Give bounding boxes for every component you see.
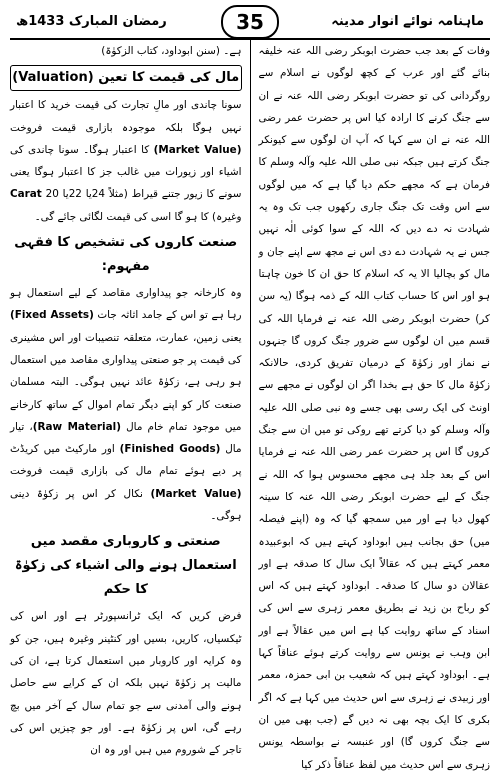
left-column: [10, 40, 250, 757]
issue-date: رمضان المبارک 1433ھ: [16, 13, 167, 29]
magazine-title: ماہنامہ نوائے انوار مدینہ: [331, 13, 484, 29]
text-columns: [10, 40, 490, 771]
valuation-heading-urdu: مال کی قیمت کا تعین: [98, 70, 240, 86]
industry-text-a: وہ کارخانہ جو پیداواری مقاصد کے لیے استعمال ہو رہا ہے تو اس کے جامد اثاثہ جات: [10, 287, 242, 322]
right-column: [251, 40, 491, 771]
valuation-paragraph: [10, 94, 242, 228]
page-header: [10, 4, 490, 40]
industrialists-heading: صنعت کاروں کی تشخیص کا فقہی مفہوم:: [14, 235, 238, 275]
market-value-term: (Market Value): [153, 143, 242, 156]
business-items-paragraph: فرض کریں کہ ایک ٹرانسپورٹر ہے اور اس کی ٹیکسیاں، کاریں، بسیں اور کنٹینر وغیرہ ہیں، جن کو وہ کرایہ اور کاروبار میں استعمال کرتا ہے، ان کی مالیت پر زکوٰۃ نہیں بلکہ ان کے کرایے سے حاصل ہونے والی آمدنی سے جو تمام سال کے آخر میں بچ رہے گی، اس پر زکوٰۃ ہے۔ اور جو چیزیں اس کی تاجر کے شوروم میں ہیں اور وہ ان: [10, 610, 242, 757]
industry-text-b: یعنی زمین، عمارت، متعلقہ تنصیبات اور اس مشینری کی قیمت پر جو صنعتی پیداواری مقاصد میں استعمال ہو رہی ہے، زکوٰۃ عائد نہیں ہوگی۔ البتہ مسلمان صنعت کار کو اپنے دیگر تمام اموال کے ساتھ کارخانے میں موجود تمام خام مال: [10, 331, 242, 433]
valuation-heading-english: (Valuation): [12, 70, 94, 86]
market-value-term-2: (Market Value): [150, 487, 242, 500]
valuation-text-b: کا اعتبار ہوگا۔ سونا چاندی کی اشیاء اور زیورات میں غالب جز کا اعتبار ہوگا یعنی سونے کا زیور جتنے قیراط (مثلاً 24یا 22یا 20: [10, 143, 242, 201]
industrialists-paragraph: [10, 282, 242, 527]
raw-material-term: (Raw Material): [32, 420, 121, 433]
reference-line: ہے۔ (سنن ابوداود، کتاب الزکوٰۃ): [101, 45, 242, 57]
hadith-paragraph: وفات کے بعد جب حضرت ابوبکر رضی اللہ عنہ خلیفہ بنائے گئے اور عرب کے کچھ لوگوں نے اسلام سے روگردانی کی تو حضرت ابوبکر رضی اللہ عنہ نے ان سے جنگ کرنے کا ارادہ کیا اس پر حضرت عمر رضی اللہ عنہ نے ان سے کہا کہ آپ ان لوگوں سے کیونکر جنگ کرتے ہیں جبکہ نبی صلی اللہ علیہ وآلہ وسلم کا فرمان ہے کہ مجھے حکم دیا گیا ہے کہ میں لوگوں سے اس وقت تک جنگ جاری رکھوں جب تک وہ یہ شہادت نہ دے دیں کہ اللہ کے سوا کوئی الٰہ نہیں جس نے یہ شہادت دے دی اس نے مجھ سے اپنے جان و مال کو بچالیا الا یہ کہ اسلام کا حق ان کا خون چاہتا ہو اور اس کا حساب کتاب اللہ کے ذمہ ہوگا (یہ سن کر) حضرت ابوبکر رضی اللہ عنہ نے فرمایا اللہ کی قسم میں ان لوگوں سے ضرور جنگ کروں گا جنہوں نے نماز اور زکوٰۃ کے درمیان تفریق کردی، حالانکہ زکوٰۃ مال کا حق ہے بخدا اگر ان لوگوں نے مجھے سے اونٹ کی ایک رسی بھی جسے وہ نبی صلی اللہ علیہ وآلہ وسلم کو دیا کرتے تھے روکی تو میں ان سے جنگ کروں گا اس پر حضرت عمر رضی اللہ عنہ نے فرمایا اس کے بعد جلد ہی مجھے محسوس ہوا کہ اللہ نے جنگ کے لیے حضرت ابوبکر رضی اللہ عنہ کا سینہ کھول دیا ہے اور میں سمجھ گیا کہ وہ (اپنے فیصلہ میں) حق بجانب ہیں ابوداود کہتے ہیں کہ ابوعبیدہ معمر کہتے ہیں کہ عقالاً ایک سال کا صدقہ ہے اور عقالان دو سال کا صدقہ۔ ابوداود کہتے ہیں کہ اس کو رباح بن زید نے بطریق معمر زہری سے اس کی اسناد کے ساتھ روایت کیا ہے اس میں عقالاً ہے اور ابن وہب نے یونس سے روایت کرتے ہوئے عناقاً کہا ہے۔ ابوداود کہتے ہیں کہ شعیب بن ابی حمزہ، معمر اور زبیدی نے زہری سے اس حدیث میں کہا ہے کہ اگر بکری کا ایک بچہ بھی نہ دیں گے (جب بھی میں ان سے جنگ کروں گا) اور عنبسہ نے بواسطہ یونس زہری سے اس حدیث میں لفظ عناقاً ذکر کیا: [258, 45, 490, 771]
fixed-assets-term: (Fixed Assets): [10, 309, 94, 322]
valuation-text-a: سونا چاندی اور مالِ تجارت کی قیمت خرید کا اعتبار نہیں ہوگا بلکہ موجودہ بازاری قیمت فروخت: [10, 99, 242, 134]
valuation-text-c: وغیرہ) کا ہو گا اسی کی قیمت لگائی جائے گی۔: [34, 210, 242, 223]
column-divider: [250, 40, 251, 701]
industry-text-d: اور مارکیٹ میں کریڈٹ پر دیے ہوئے تمام مال کی بازاری قیمت فروخت: [10, 443, 242, 478]
carat-term: Carat: [10, 188, 42, 201]
page-number-badge: 35: [221, 5, 279, 39]
industry-text-c: ، تیار مال: [10, 420, 242, 456]
finished-goods-term: (Finished Goods): [119, 443, 221, 456]
industry-text-e: نکال کر اس پر زکوٰۃ دینی ہوگی۔: [10, 487, 242, 523]
business-items-heading: صنعتی و کاروباری مقصد میں استعمال ہونے والی اشیاء کی زکوٰۃ کا حکم: [14, 534, 237, 598]
valuation-heading: [10, 65, 242, 91]
